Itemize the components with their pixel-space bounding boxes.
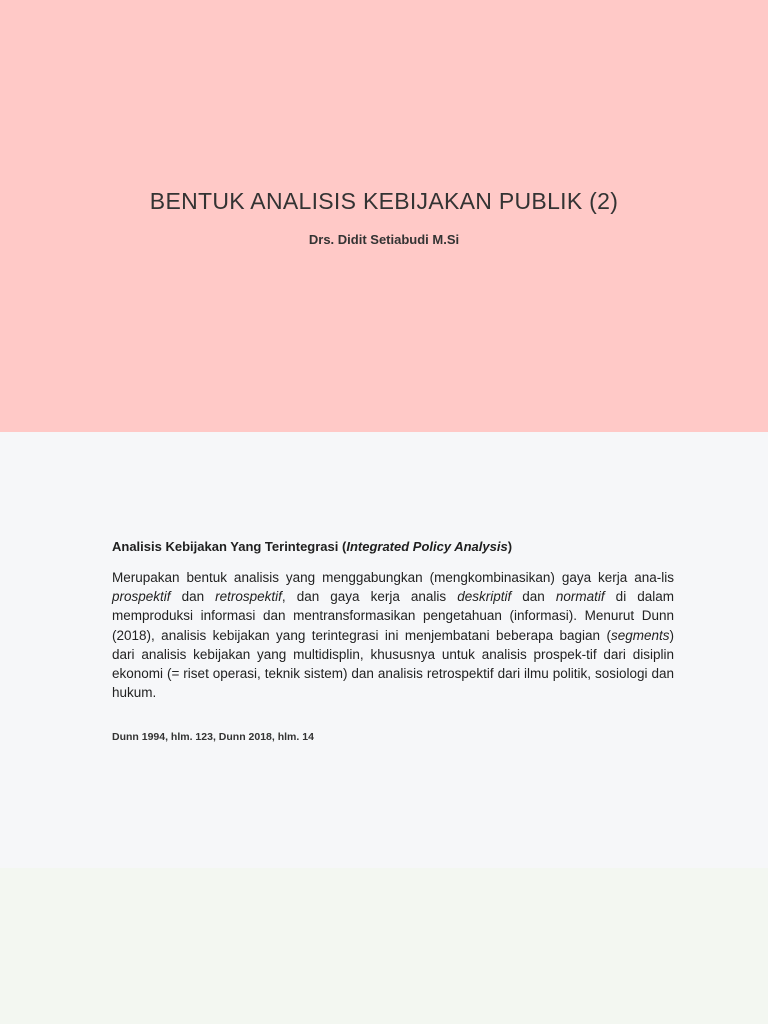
section-heading [112,539,674,554]
slide-content [0,432,768,868]
body-run: ) dari analisis kebijakan yang multidisplin, khususnya untuk analisis prospek-tif dari disiplin ekonomi (= riset operasi, teknik sistem) dan analisis retrospektif dari ilmu politik, sosiologi dan hukum. [112,627,674,701]
presentation-title: BENTUK ANALISIS KEBIJAKAN PUBLIK (2) [149,188,619,214]
body-italic-run: deskriptif [457,589,512,605]
body-run: dan [170,589,216,605]
body-run: dan [511,589,556,605]
body-run: , dan gaya kerja analis [281,589,458,605]
slide-title [0,0,768,432]
slide-next [0,868,768,1024]
author-name: Drs. Didit Setiabudi M.Si [308,232,460,247]
heading-italic: Integrated Policy Analysis [346,539,508,554]
body-run: Merupakan bentuk analisis yang menggabungkan (mengkombinasikan) gaya kerja ana-lis [112,570,674,585]
body-italic-run: prospektif [112,589,171,605]
reference-note: Dunn 1994, hlm. 123, Dunn 2018, hlm. 14 [112,731,314,743]
body-paragraph [112,568,674,702]
body-italic-run: retrospektif [215,589,282,605]
heading-close: ) [507,539,513,554]
body-italic-run: segments [610,627,670,643]
body-run: di dalam memproduksi informasi dan mentransformasikan pengetahuan (informasi). Menurut Dunn (2018), analisis kebijakan yang terintegrasi ini menjembatani beberapa bagian ( [112,589,674,643]
heading-text: Analisis Kebijakan Yang Terintegrasi ( [112,539,347,554]
body-italic-run: normatif [555,589,605,605]
